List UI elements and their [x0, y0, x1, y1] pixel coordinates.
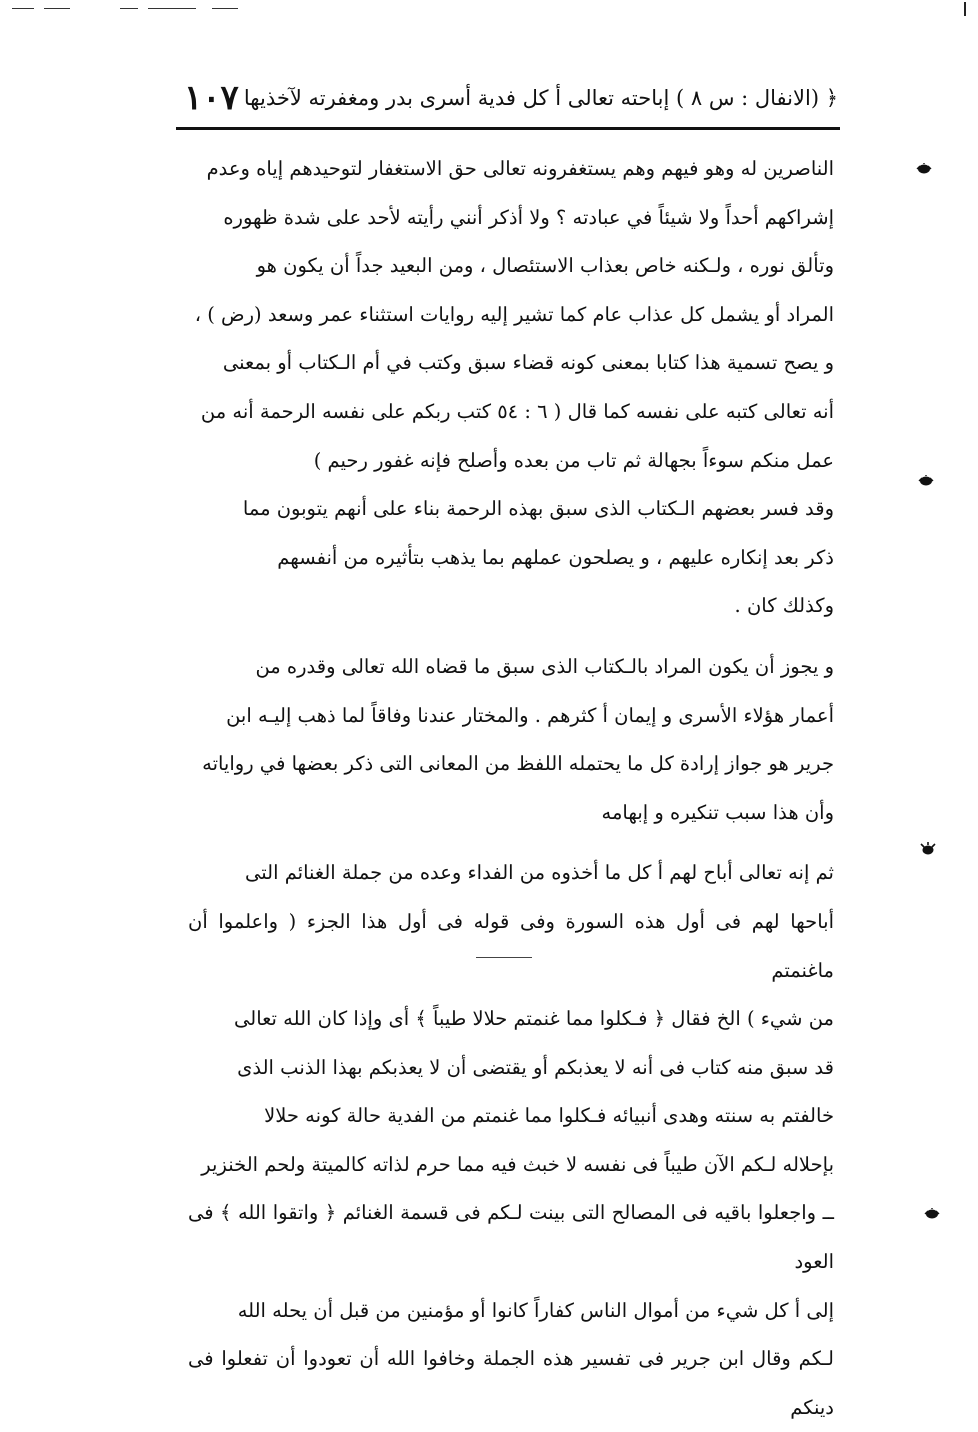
text-line: وقد فسر بعضهم الـكتاب الذى سبق بهذه الرحمة بناء على أنهم يتوبون مما — [242, 497, 834, 521]
paragraph — [188, 643, 834, 837]
paragraph — [188, 145, 834, 485]
text-line: المراد أو يشمل كل عذاب عام كما تشير إليه روايات استثناء عمر وسعد (رض ) ، — [194, 302, 834, 326]
text-line: الناصرين له وهو فيهم وهم يستغفرونه تعالى حق الاستغفار لتوحيدهم إياه وعدم — [206, 157, 834, 180]
text-line: ــ واجعلوا باقيه فى المصالح التى بينت لـكم فى قسمة الغنائم ﴿ واتقوا الله ﴾ فى العود — [188, 1201, 834, 1274]
text-line: و يجوز أن يكون المراد بالـكتاب الذى سبق ما قضاه الله تعالى وقدره من — [255, 654, 834, 678]
overline-rule — [476, 957, 532, 958]
text-line: و يصح تسمية هذا كتابا بمعنى كونه قضاء سبق وكتب في أم الـكتاب أو بمعنى — [222, 351, 834, 375]
margin-mark-icon — [916, 163, 932, 175]
text-line: أعمار هؤلاء الأسرى و إيمان أ كثرهم . والمختار عندنا وفاقاً لما ذهب إليـه ابن — [226, 703, 834, 727]
header-rule — [176, 127, 840, 130]
page-body — [188, 145, 834, 1432]
text-line: وأن هذا سبب تنكيره و إبهامه — [601, 800, 834, 824]
text-line: لـكم وقال ابن جرير فى تفسير هذه الجملة وخافوا الله أن تعودوا أن تفعلوا فى دينكم — [188, 1347, 834, 1419]
text-line: ذكر بعد إنكاره عليهم ، و يصلحون عملهم بما يذهب بتأثيره من أنفسهم — [277, 545, 834, 569]
text-line: وكذلك كان . — [734, 594, 834, 618]
text-line: من شيء ) الخ فقال ﴿ فـكلوا مما غنمتم حلالا طيباً ﴾ أى وإذا كان الله تعالى — [234, 1007, 834, 1031]
text-line: أنه تعالى كتبه على نفسه كما قال ( ٦ : ٥٤ كتب ربكم على نفسه الرحمة أنه من — [200, 399, 834, 423]
text-line: إشراكهم أحداً ولا شيئاً في عبادته ؟ ولا أذكر أنني رأيته لأحد على شدة ظهوره — [223, 205, 834, 229]
page-number: ١٠٧ — [184, 78, 239, 118]
margin-mark-icon — [924, 1208, 940, 1220]
scan-corner-mark — [964, 2, 966, 16]
page-header — [178, 78, 838, 124]
text-line: وتألق نوره ، ولـكنه خاص بعذاب الاستئصال ، ومن البعيد جداً أن يكون هو — [256, 254, 834, 278]
running-title: ﴿ (الانفال : س ٨ ) إباحته تعالى أ كل فدية أسرى بدر ومغفرته لآخذيها — [243, 86, 838, 110]
text-line: أباحها لهم فى أول هذه السورة وفى قوله فى أول هذا الجزء ( واعلموا أن ماغنمتم — [188, 909, 834, 982]
text-line: قد سبق منه كتاب فى أنه لا يعذبكم أو يقتضى أن لا يعذبكم بهذا الذنب الذى — [237, 1055, 834, 1079]
text-line: بإحلاله لـكم الآن طيباً فى نفسه لا خبث فيه مما حرم لذاته كالميتة ولحم الخنزير — [201, 1152, 834, 1176]
text-line: ثم إنه تعالى أباح لهم أ كل ما أخذوه من الفداء وعده من جملة الغنائم التى — [245, 861, 834, 885]
margin-mark-icon — [920, 842, 936, 854]
scan-top-marks — [12, 8, 252, 14]
paragraph — [188, 485, 834, 631]
paragraph — [188, 849, 834, 1432]
text-line: عمل منكم سوءاً بجهالة ثم تاب من بعده وأصلح فإنه غفور رحيم ) — [313, 448, 834, 472]
margin-mark-icon — [918, 475, 934, 487]
text-line: خالفتم به سنته وهدى أنبيائه فـكلوا مما غنمتم من الفدية حالة كونه حلالا — [264, 1104, 834, 1128]
text-line: جرير هو جواز إرادة كل ما يحتمله اللفظ من المعانى التى ذكر بعضها في رواياته — [202, 752, 834, 776]
text-line: إلى أ كل شيء من أموال الناس كفاراً كانوا أو مؤمنين من قبل أن يحله الله — [237, 1298, 834, 1322]
